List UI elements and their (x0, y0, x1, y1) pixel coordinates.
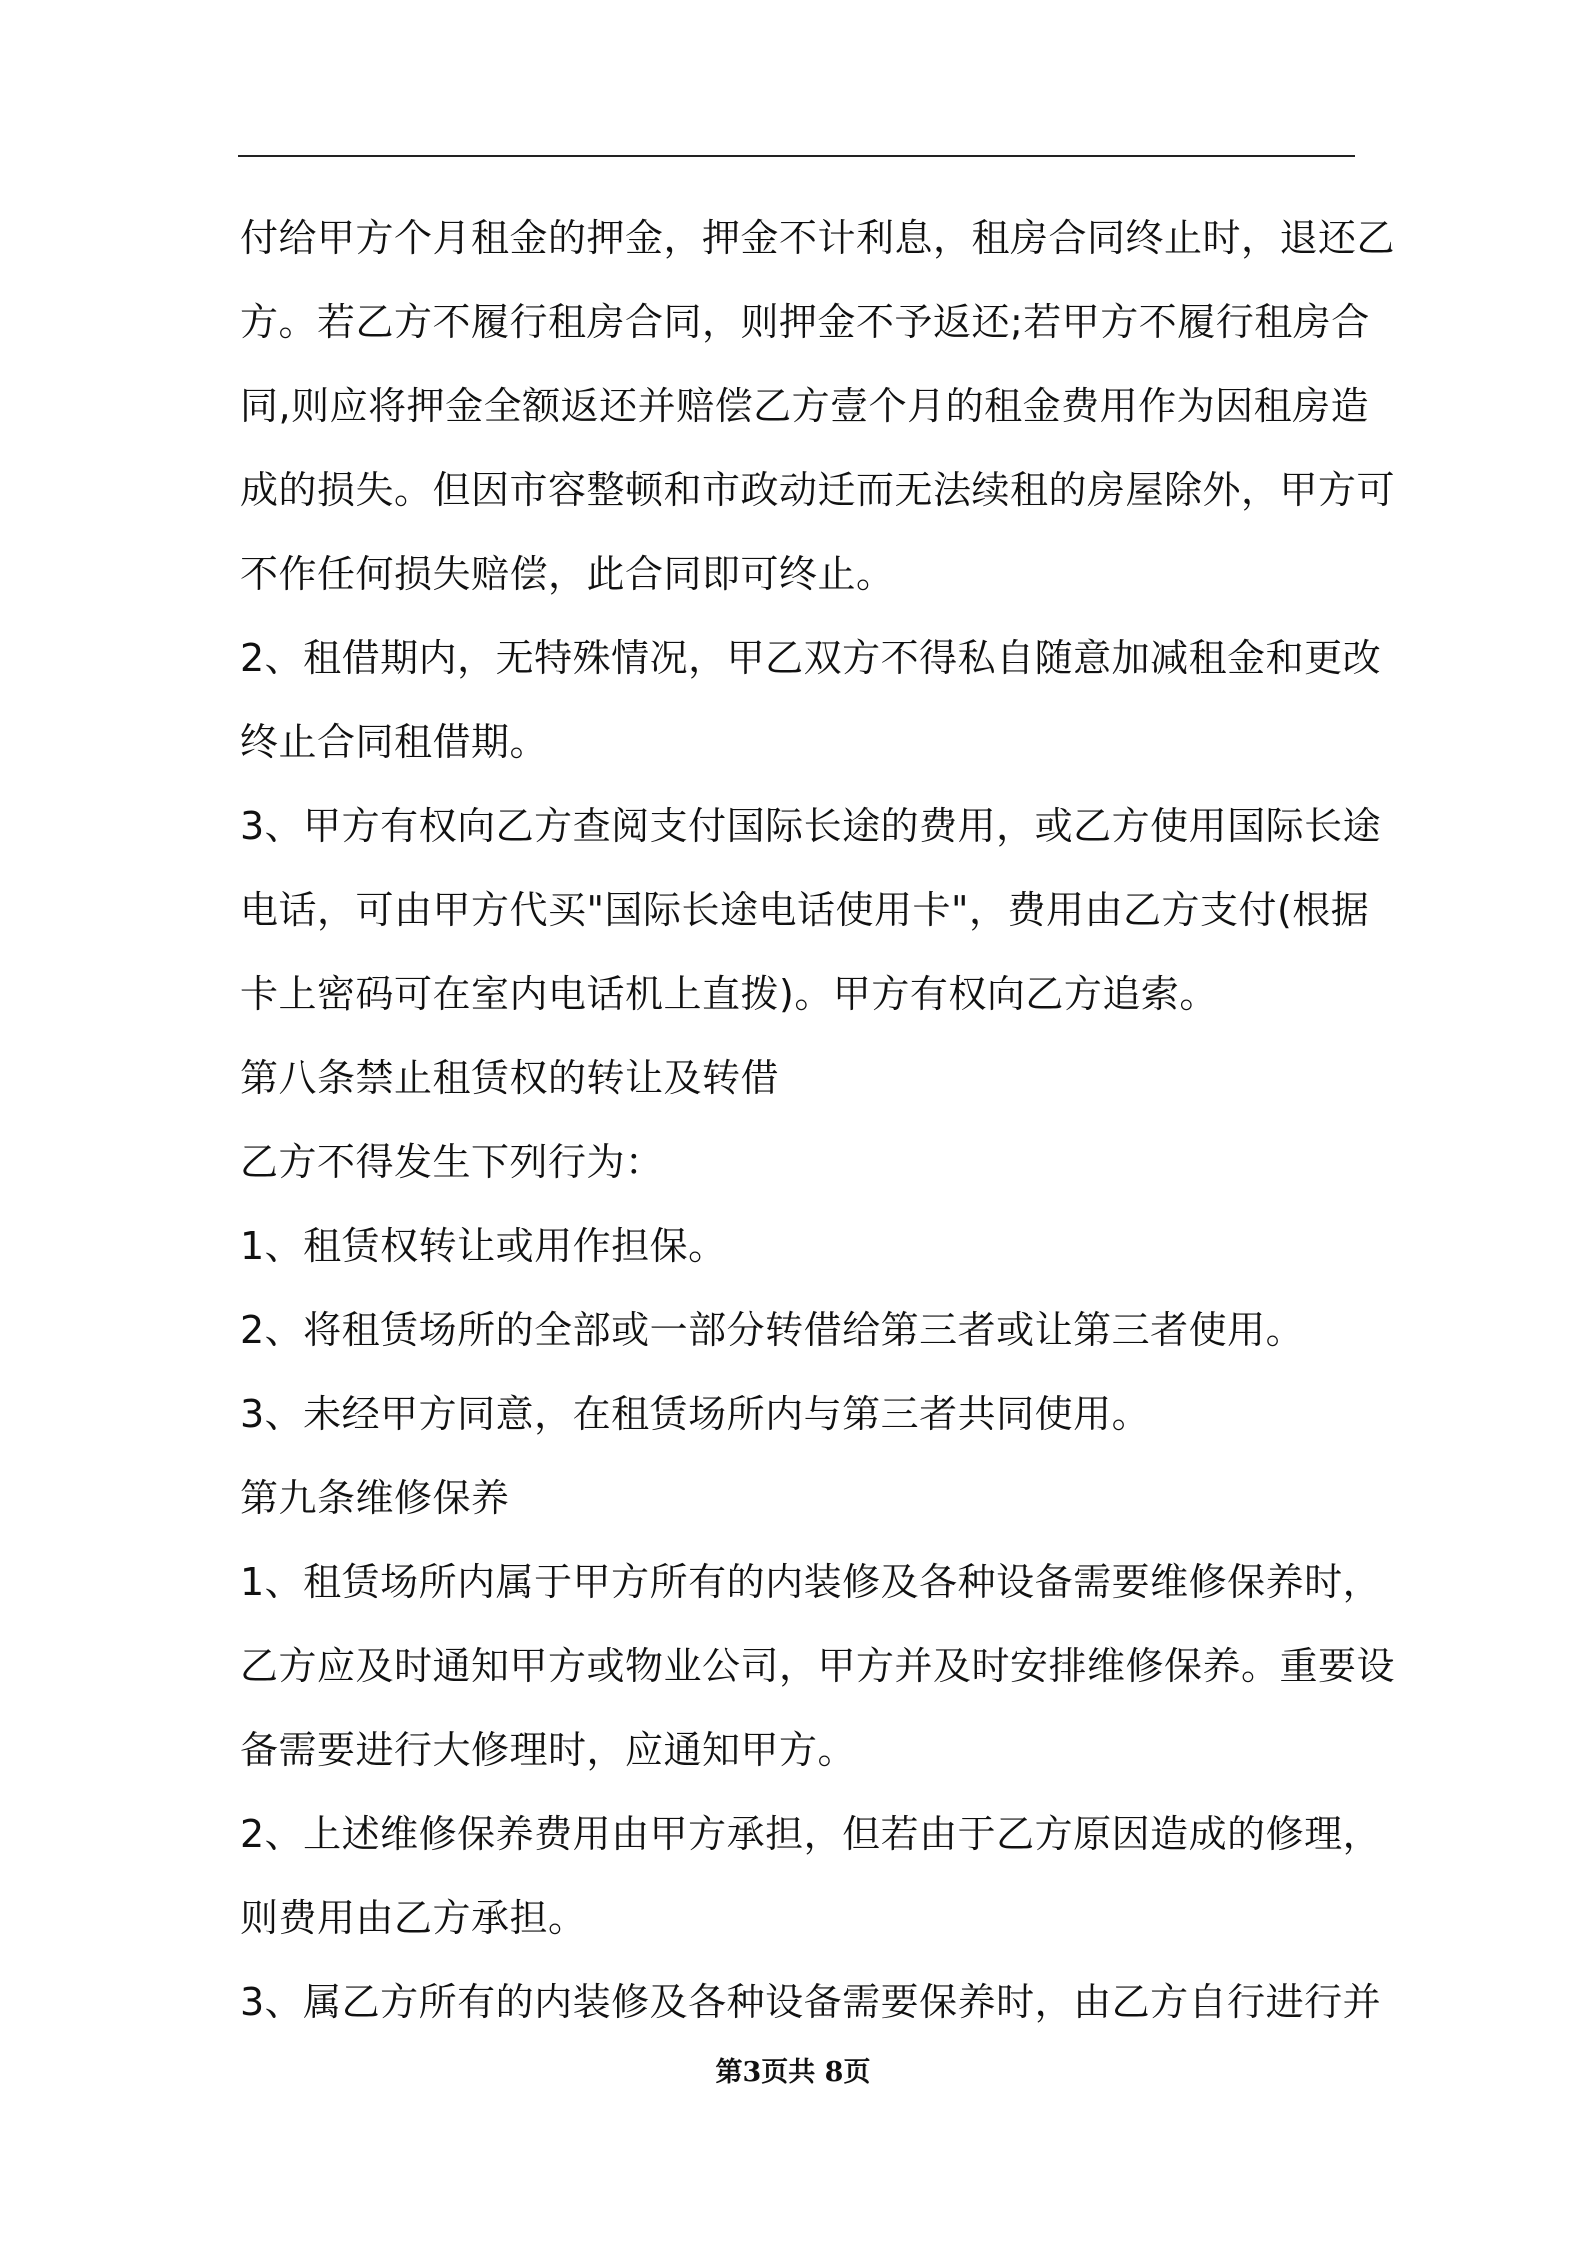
text-line: 卡上密码可在室内电话机上直拨)。甲方有权向乙方追索。 (240, 972, 1218, 1016)
section-heading: 第九条维修保养 (240, 1476, 510, 1520)
text-line: 付给甲方个月租金的押金，押金不计利息，租房合同终止时，退还乙 (240, 216, 1396, 260)
text-line: 1、租赁权转让或用作担保。 (240, 1224, 727, 1268)
text-line: 同,则应将押金全额返还并赔偿乙方壹个月的租金费用作为因租房造 (240, 384, 1370, 428)
text-line: 3、未经甲方同意，在租赁场所内与第三者共同使用。 (240, 1392, 1151, 1436)
text-line: 终止合同租借期。 (240, 720, 549, 764)
section-heading: 第八条禁止租赁权的转让及转借 (240, 1056, 780, 1100)
text-line: 备需要进行大修理时，应通知甲方。 (240, 1728, 857, 1772)
text-line: 不作任何损失赔偿，此合同即可终止。 (240, 552, 895, 596)
page-number: 第3页共 8页 (715, 2057, 871, 2088)
text-line: 电话，可由甲方代买"国际长途电话使用卡"，费用由乙方支付(根据 (240, 888, 1370, 932)
document-body (240, 196, 1396, 2044)
text-line: 则费用由乙方承担。 (240, 1896, 587, 1940)
header-rule (238, 155, 1355, 157)
text-line: 乙方不得发生下列行为： (240, 1140, 664, 1184)
text-line: 2、上述维修保养费用由甲方承担，但若由于乙方原因造成的修理， (240, 1812, 1382, 1856)
text-line: 乙方应及时通知甲方或物业公司，甲方并及时安排维修保养。重要设 (240, 1644, 1396, 1688)
text-line: 1、租赁场所内属于甲方所有的内装修及各种设备需要维修保养时， (240, 1560, 1382, 1604)
text-line: 方。若乙方不履行租房合同，则押金不予返还;若甲方不履行租房合 (240, 300, 1370, 344)
text-line: 3、甲方有权向乙方查阅支付国际长途的费用，或乙方使用国际长途 (240, 804, 1382, 848)
text-line: 2、将租赁场所的全部或一部分转借给第三者或让第三者使用。 (240, 1308, 1305, 1352)
text-line: 成的损失。但因市容整顿和市政动迁而无法续租的房屋除外，甲方可 (240, 468, 1396, 512)
text-line: 2、租借期内，无特殊情况，甲乙双方不得私自随意加减租金和更改 (240, 636, 1382, 680)
text-line: 3、属乙方所有的内装修及各种设备需要保养时，由乙方自行进行并 (240, 1980, 1382, 2024)
